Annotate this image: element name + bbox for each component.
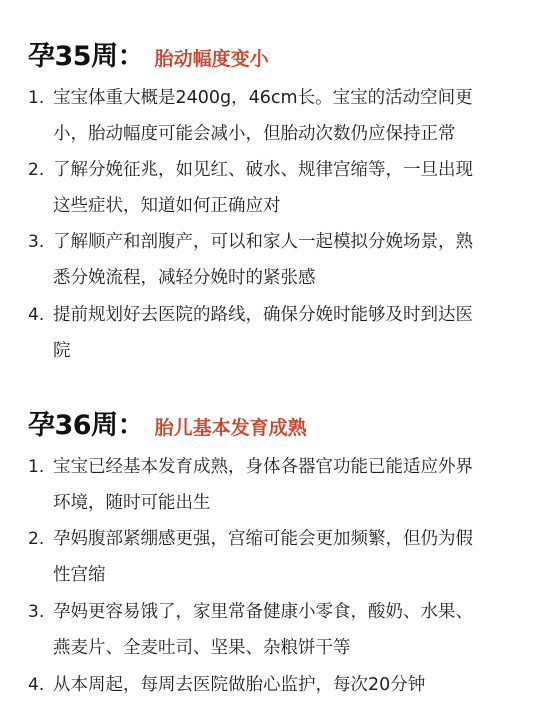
item-text-line: 悉分娩流程，减轻分娩时的紧张感 xyxy=(53,268,316,288)
section-subtitle: 胎儿基本发育成熟 xyxy=(154,417,307,439)
item-number: 4. xyxy=(28,675,45,695)
week-title: 孕36周 xyxy=(28,410,118,441)
item-text-line: 孕妈更容易饿了，家里常备健康小零食，酸奶、水果、 xyxy=(53,602,473,622)
item-text-line: 宝宝体重大概是2400g，46cm长。宝宝的活动空间更 xyxy=(53,88,473,108)
section-header xyxy=(28,403,307,443)
item-number: 1. xyxy=(28,457,45,477)
item-text-line: 了解顺产和剖腹产，可以和家人一起模拟分娩场景，熟 xyxy=(53,232,473,252)
title-colon: ： xyxy=(117,410,145,441)
item-number: 2. xyxy=(28,529,45,549)
item-text-line: 燕麦片、全麦吐司、坚果、杂粮饼干等 xyxy=(53,638,351,658)
week-title: 孕35周 xyxy=(28,41,118,72)
item-text-line: 提前规划好去医院的路线，确保分娩时能够及时到达医 xyxy=(53,305,473,325)
item-number: 2. xyxy=(28,160,45,180)
item-text-line: 环境，随时可能出生 xyxy=(53,493,211,513)
item-number: 4. xyxy=(28,305,45,325)
item-text-line: 宝宝已经基本发育成熟，身体各器官功能已能适应外界 xyxy=(53,457,473,477)
item-text-line: 孕妈腹部紧绷感更强，宫缩可能会更加频繁，但仍为假 xyxy=(53,529,473,549)
item-text-line: 小，胎动幅度可能会减小，但胎动次数仍应保持正常 xyxy=(53,124,456,144)
item-number: 1. xyxy=(28,88,45,108)
item-text-line: 从本周起，每周去医院做胎心监护，每次20分钟 xyxy=(53,675,426,695)
item-text-line: 了解分娩征兆，如见红、破水、规律宫缩等，一旦出现 xyxy=(53,160,473,180)
item-text-line: 这些症状，知道如何正确应对 xyxy=(53,196,281,216)
item-number: 3. xyxy=(28,232,45,252)
section-subtitle: 胎动幅度变小 xyxy=(154,48,269,70)
item-text-line: 性宫缩 xyxy=(53,565,106,585)
section-header xyxy=(28,34,269,74)
item-text-line: 院 xyxy=(53,341,71,361)
item-number: 3. xyxy=(28,602,45,622)
title-colon: ： xyxy=(117,41,145,72)
